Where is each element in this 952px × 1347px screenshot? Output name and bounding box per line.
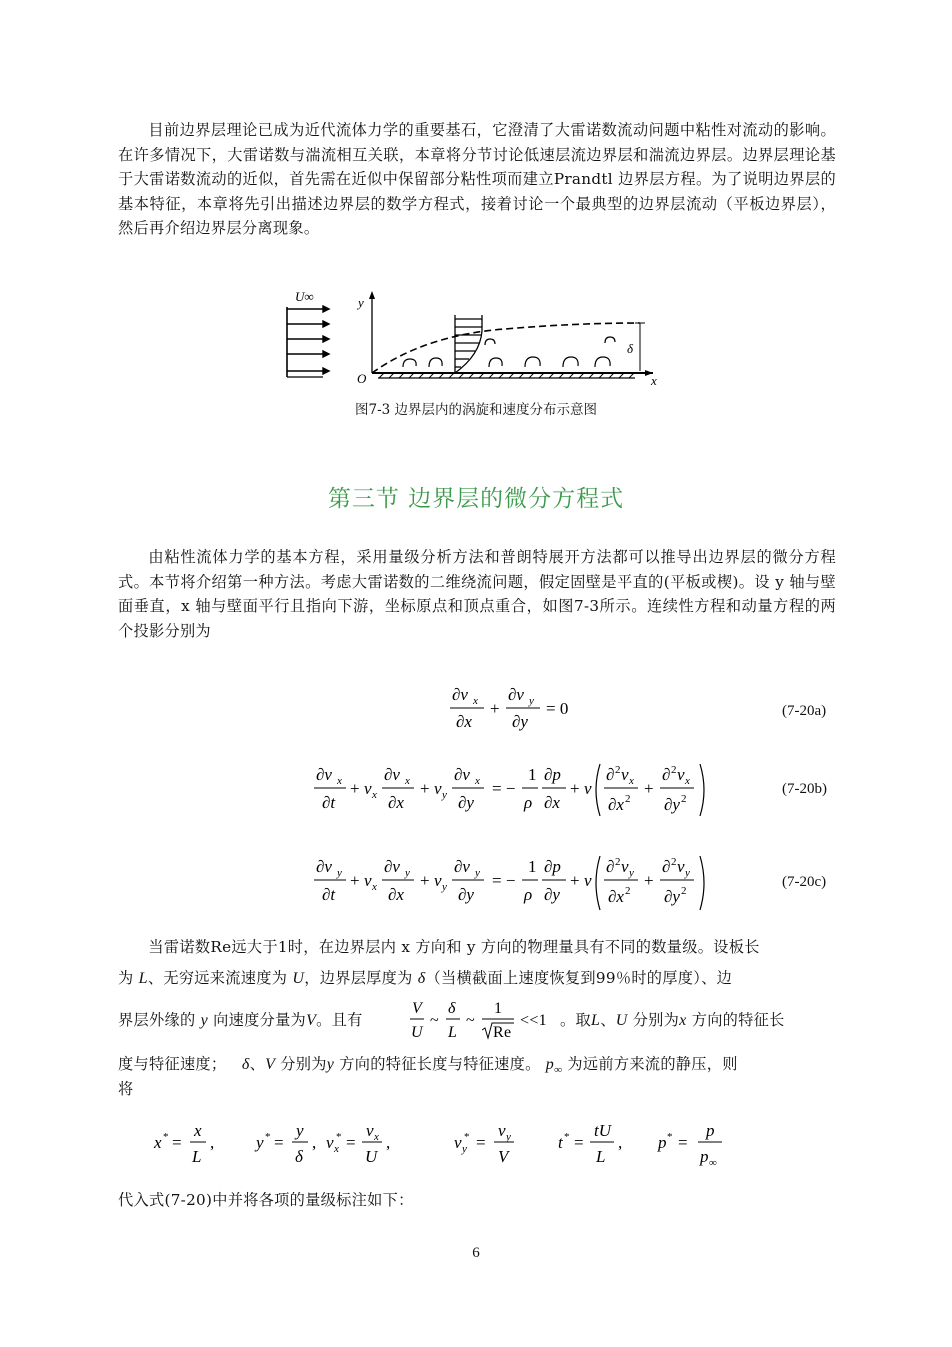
p3-line3-f: 分别为 [632,1011,680,1029]
svg-text:+: + [350,779,360,798]
figure-label-u: U∞ [295,289,314,304]
svg-text:=: = [574,1133,584,1152]
svg-text:=: = [172,1133,182,1152]
p3-line4-c: 分别为 [280,1055,327,1073]
svg-text:~: ~ [466,1012,475,1029]
svg-text:*: * [163,1131,169,1143]
svg-text:2: 2 [625,885,631,897]
figure-label-x: x [651,373,657,388]
svg-text:∞: ∞ [709,1157,717,1169]
svg-text:y: y [475,867,480,879]
svg-text:+: + [644,779,654,798]
svg-text:x: x [629,775,634,787]
p3-line3-e: 、 [600,1011,616,1029]
svg-text:+: + [420,779,430,798]
equation-7-20c-number: (7-20c) [782,874,827,890]
svg-text:v: v [434,779,442,798]
p3-line3-c: 。且有 [316,1011,363,1029]
svg-text:y: y [442,881,447,893]
svg-text:v: v [366,1121,374,1140]
svg-text:v: v [454,1133,462,1152]
svg-text:2: 2 [671,856,677,868]
svg-text:x: x [154,1133,162,1152]
svg-text:∂x: ∂x [544,793,560,812]
paragraph-3-line-2: 为 L、无穷远来流速度为 U，边界层厚度为 δ（当横截面上速度恢复到99％时的厚度）、边 [118,969,733,987]
svg-text:y: y [462,1143,467,1155]
svg-text:x: x [405,775,410,787]
svg-text:2: 2 [615,764,621,776]
svg-text:v: v [621,857,629,876]
svg-text:∂x: ∂x [388,793,404,812]
section-title: 第三节 边界层的微分方程式 [327,486,625,512]
svg-text:U: U [365,1147,378,1166]
p3-line4-e: 为远前方来流的静压，则 [567,1055,738,1073]
figure-caption: 图7-3 边界层内的涡旋和速度分布示意图 [354,402,598,418]
svg-text:y: y [442,789,447,801]
svg-text:y: y [337,867,342,879]
svg-text:x: x [372,789,377,801]
svg-text:∂y: ∂y [458,885,474,904]
svg-text:p: p [658,1133,667,1152]
svg-text:tU: tU [594,1121,611,1140]
svg-text:,: , [386,1133,391,1152]
svg-text:x: x [475,775,480,787]
svg-text:= −: = − [492,871,516,890]
intro-paragraph: 目前边界层理论已成为近代流体力学的重要基石，它澄清了大雷诺数流动问题中粘性对流动的影响。在许多情况下，大雷诺数与湍流相互关联，本章将分节讨论低速层流边界层和湍流边界层。边界层理论基于大雷诺数流动的近似，首先需在近似中保留部分粘性项而建立Prandtl 边界层方程。为了说明边界层的基本特征，本章将先引出描述边界层的数学方程式，接着讨论一个最典型的边界层流动（平板边界层），然后再介绍边界层分离现象。 [118,121,836,238]
svg-text:+: + [570,779,580,798]
svg-text:∂v: ∂v [316,765,332,784]
p3-line2-c: ，边界层厚度为 [304,969,413,987]
svg-text:<<1: <<1 [520,1012,547,1029]
order-of-magnitude-relation [408,996,558,1046]
p3-line4-a: 度与特征速度； [118,1055,227,1073]
svg-text:V: V [498,1147,509,1166]
p3-line3-b: 向速度分量为 [213,1011,307,1029]
equation-7-20a [448,680,588,740]
equation-7-20b [312,758,722,822]
svg-text:x: x [685,775,690,787]
svg-text:∂v: ∂v [452,685,468,704]
paragraph-2: 由粘性流体力学的基本方程，采用量级分析方法和普朗特展开方法都可以推导出边界层的微分方程式。本节将介绍第一种方法。考虑大雷诺数的二维绕流问题，假定固壁是平直的(平板或楔)。设 y 轴与壁面垂直，x 轴与壁面平行且指向下游，坐标原点和顶点重合，如图7-3所示。连续性方程和动量方程的两个投影分别为 [118,548,836,640]
svg-text:v: v [364,779,372,798]
svg-text:∂t: ∂t [322,793,336,812]
svg-text:∂y: ∂y [458,793,474,812]
svg-text:p: p [706,1121,715,1140]
svg-text:ρ: ρ [524,793,533,812]
svg-text:∂p: ∂p [544,857,561,876]
svg-text:ρ: ρ [524,885,533,904]
figure-label-o: O [357,371,367,386]
svg-text:v: v [434,871,442,890]
svg-text:∂: ∂ [606,765,615,784]
paragraph-3-line-1: 当雷诺数Re远大于1时，在边界层内 x 方向和 y 方向的物理量具有不同的数量级。设板长 [148,938,760,956]
svg-text:y: y [506,1131,511,1143]
svg-text:Re: Re [493,1024,512,1041]
svg-text:x: x [372,881,377,893]
p3-line2-d: （当横截面上速度恢复到99％时的厚度）、边 [425,969,733,987]
svg-text:∂v: ∂v [454,765,470,784]
svg-text:∂x: ∂x [388,885,404,904]
svg-text:x: x [374,1131,379,1143]
svg-text:1: 1 [528,765,537,784]
svg-text:2: 2 [615,856,621,868]
svg-text:= 0: = 0 [546,699,569,718]
svg-text:*: * [265,1131,271,1143]
svg-text:=: = [274,1133,284,1152]
svg-text:1: 1 [528,857,537,876]
svg-text:∂v: ∂v [454,857,470,876]
svg-text:y: y [296,1121,304,1140]
svg-text:x: x [473,695,478,707]
svg-text:x: x [194,1121,202,1140]
svg-text:*: * [667,1131,673,1143]
svg-text:= −: = − [492,779,516,798]
svg-text:∂v: ∂v [384,857,400,876]
svg-text:∂y: ∂y [664,887,680,906]
paragraph-3-line-3: 界层外缘的 y 向速度分量为V。且有 V U ~ δ L ~ 1 Re <<1 。取L、U 分别为x 方向的特征长 [118,1000,836,1048]
figure-label-delta: δ [627,341,634,356]
equation-7-20c [312,850,722,916]
svg-text:2: 2 [625,793,631,805]
svg-text:v: v [364,871,372,890]
svg-text:ν: ν [584,871,592,890]
svg-text:t: t [558,1133,563,1152]
svg-text:∂x: ∂x [608,887,624,906]
svg-text:x: x [337,775,342,787]
svg-text:=: = [346,1133,356,1152]
svg-text:∂y: ∂y [664,795,680,814]
svg-text:L: L [448,1024,458,1041]
svg-text:*: * [336,1131,342,1143]
equation-7-20b-number: (7-20b) [782,781,827,797]
svg-text:p: p [700,1147,709,1166]
svg-text:U: U [411,1024,423,1041]
svg-text:∂: ∂ [662,857,671,876]
p3-line2-b: 、无穷远来流速度为 [147,969,288,987]
paragraph-3-line-5: 将 [118,1080,134,1098]
svg-text:+: + [644,871,654,890]
svg-text:,: , [312,1133,317,1152]
svg-text:∂y: ∂y [512,712,528,731]
svg-text:*: * [464,1131,470,1143]
svg-text:∂v: ∂v [384,765,400,784]
svg-text:∂t: ∂t [322,885,336,904]
svg-text:∂v: ∂v [316,857,332,876]
p3-line3-d: 。取 [560,1011,591,1029]
paragraph-3-line-4: 度与特征速度； δ、V 分别为y 方向的特征长度与特征速度。 $p_\infty$ 为远前方来流的静压，则 [118,1055,738,1077]
equation-7-20a-number: (7-20a) [782,703,827,719]
p3-line2-a: 为 [118,969,134,987]
svg-text:∂p: ∂p [544,765,561,784]
svg-text:v: v [326,1133,334,1152]
svg-text:y: y [529,695,534,707]
svg-text:=: = [678,1133,688,1152]
svg-text:L: L [192,1147,202,1166]
svg-text:+: + [490,699,500,718]
svg-text:v: v [621,765,629,784]
svg-text:v: v [498,1121,506,1140]
paragraph-4: 代入式(7-20)中并将各项的量级标注如下： [118,1191,414,1209]
svg-text:2: 2 [681,793,687,805]
svg-text:,: , [618,1133,623,1152]
svg-text:δ: δ [448,1000,456,1017]
svg-text:1: 1 [494,1000,503,1017]
svg-text:+: + [350,871,360,890]
svg-text:y: y [629,867,634,879]
svg-text:+: + [570,871,580,890]
svg-text:y: y [256,1133,264,1152]
svg-text:∂x: ∂x [456,712,472,731]
p3-line4-d: 方向的特征长度与特征速度。 [339,1055,541,1073]
svg-text:V: V [412,1000,423,1017]
svg-text:,: , [210,1133,215,1152]
svg-text:x: x [334,1143,339,1155]
boundary-layer-figure [275,285,675,395]
p3-line4-b: 、 [249,1055,266,1073]
svg-text:2: 2 [671,764,677,776]
page-number: 6 [472,1245,480,1261]
svg-text:y: y [685,867,690,879]
svg-text:~: ~ [430,1012,439,1029]
svg-text:*: * [564,1131,570,1143]
svg-text:∂x: ∂x [608,795,624,814]
svg-text:2: 2 [681,885,687,897]
svg-text:δ: δ [295,1147,303,1166]
svg-text:∂: ∂ [662,765,671,784]
svg-text:y: y [405,867,410,879]
svg-text:=: = [476,1133,486,1152]
svg-text:∂v: ∂v [508,685,524,704]
svg-text:ν: ν [584,779,592,798]
p3-line3-a: 界层外缘的 [118,1011,196,1029]
svg-text:∂: ∂ [606,857,615,876]
svg-text:L: L [596,1147,606,1166]
svg-text:v: v [677,765,685,784]
svg-text:v: v [677,857,685,876]
svg-text:∂y: ∂y [544,885,560,904]
nondimensional-variables [150,1118,750,1174]
svg-text:+: + [420,871,430,890]
p3-line3-g: 方向的特征长 [691,1011,785,1029]
figure-label-y: y [358,295,364,310]
